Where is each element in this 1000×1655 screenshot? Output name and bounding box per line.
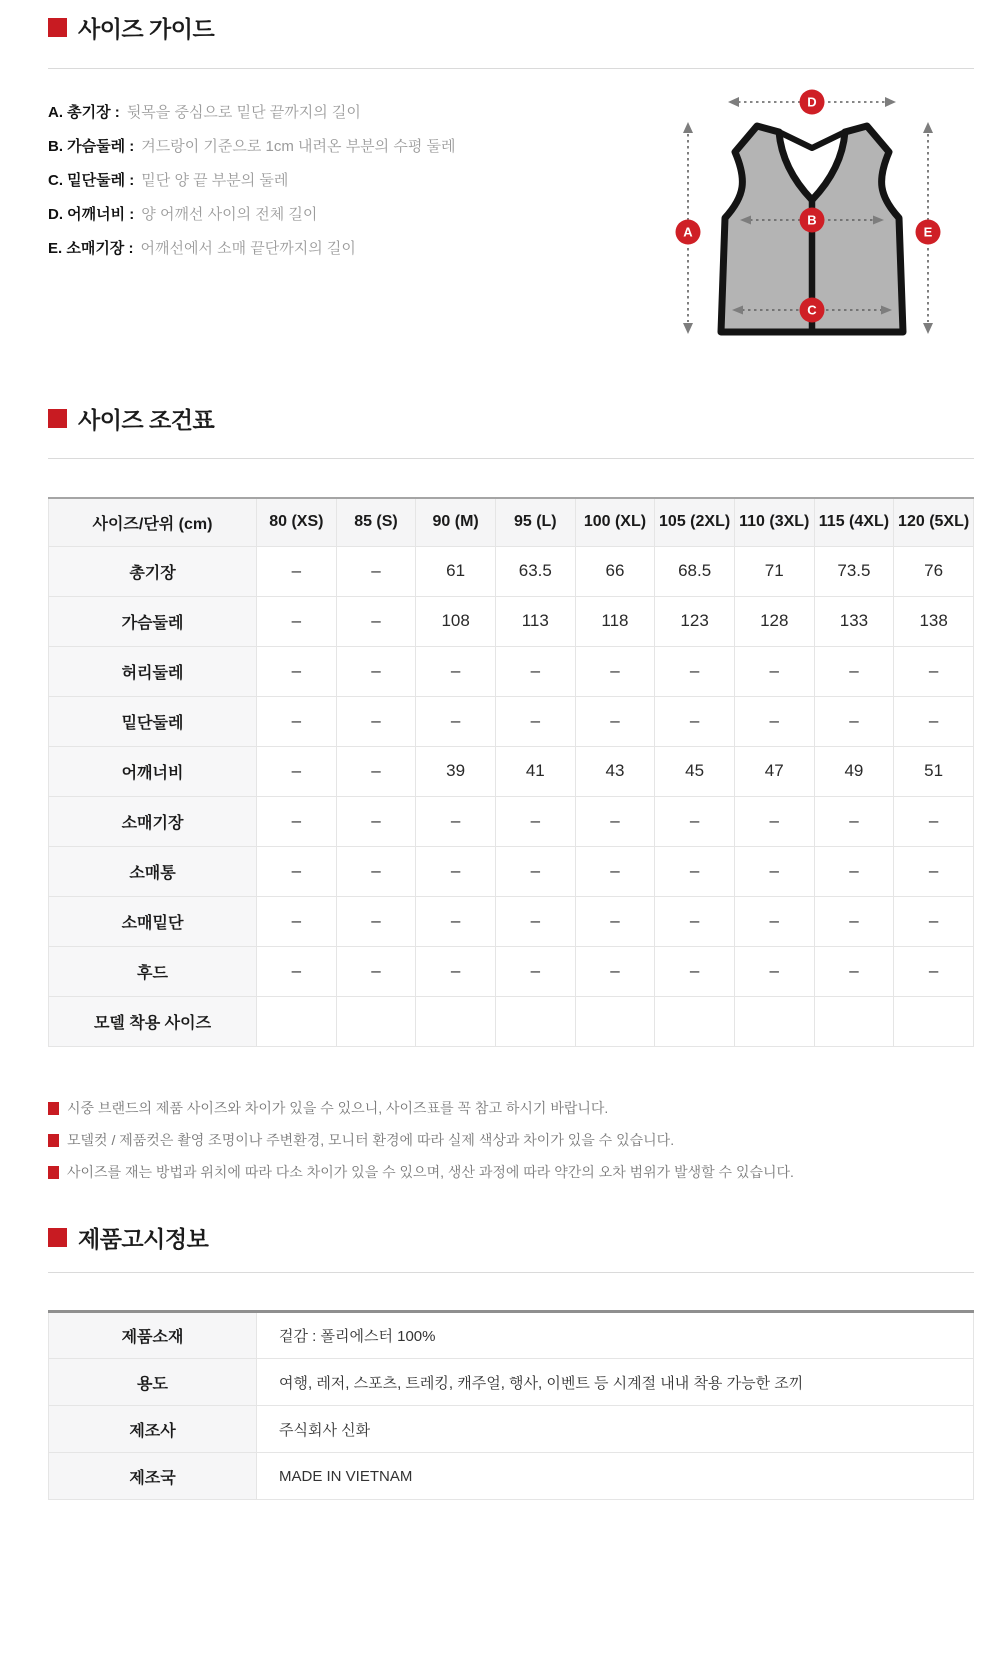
divider — [48, 1272, 974, 1273]
size-value-cell: – — [734, 646, 814, 696]
size-table-row — [49, 596, 974, 646]
measurement-definition — [48, 128, 455, 162]
measurement-definition-desc: 밑단 양 끝 부분의 둘레 — [141, 171, 289, 189]
size-row-label: 모델 착용 사이즈 — [49, 996, 257, 1046]
size-value-cell: – — [416, 846, 496, 896]
size-value-cell: – — [575, 646, 655, 696]
measurement-definition-desc: 어깨선에서 소매 끝단까지의 길이 — [140, 239, 356, 257]
size-table-header-row — [49, 498, 974, 546]
size-value-cell: 45 — [655, 746, 735, 796]
size-value-cell: 51 — [894, 746, 974, 796]
size-value-cell: – — [575, 796, 655, 846]
note-item — [48, 1100, 794, 1117]
size-value-cell: – — [336, 896, 416, 946]
size-column-header: 115 (4XL) — [814, 498, 894, 546]
size-value-cell: 133 — [814, 596, 894, 646]
size-row-label: 밑단둘레 — [49, 696, 257, 746]
measurement-definition — [48, 162, 455, 196]
size-value-cell: – — [257, 846, 337, 896]
size-value-cell: – — [734, 796, 814, 846]
size-value-cell — [416, 996, 496, 1046]
size-value-cell: 76 — [894, 546, 974, 596]
size-value-cell: – — [814, 946, 894, 996]
size-value-cell: – — [655, 846, 735, 896]
product-info-row — [49, 1453, 974, 1500]
size-value-cell: – — [416, 946, 496, 996]
size-value-cell: – — [894, 846, 974, 896]
size-value-cell: – — [734, 696, 814, 746]
size-value-cell: 71 — [734, 546, 814, 596]
size-value-cell: 39 — [416, 746, 496, 796]
size-value-cell: 108 — [416, 596, 496, 646]
size-value-cell: – — [416, 896, 496, 946]
size-value-cell: 123 — [655, 596, 735, 646]
size-value-cell: – — [814, 796, 894, 846]
size-value-cell — [814, 996, 894, 1046]
measurement-definition — [48, 230, 455, 264]
measurement-definition-desc: 겨드랑이 기준으로 1cm 내려온 부분의 수평 둘레 — [141, 137, 456, 155]
size-row-label: 총기장 — [49, 546, 257, 596]
product-info-label: 제조사 — [49, 1406, 257, 1453]
marker-A — [676, 220, 701, 245]
size-table-notes — [48, 1100, 794, 1196]
size-value-cell: 43 — [575, 746, 655, 796]
size-value-cell: – — [257, 896, 337, 946]
section-title-product-info — [48, 1221, 208, 1254]
size-table-row — [49, 846, 974, 896]
product-info-value: MADE IN VIETNAM — [257, 1453, 974, 1500]
measurement-definition — [48, 196, 455, 230]
size-table-row — [49, 896, 974, 946]
svg-text:C: C — [807, 302, 817, 318]
product-info-value: 여행, 레저, 스포츠, 트레킹, 캐주얼, 행사, 이벤트 등 시계절 내내 착용 가능한 조끼 — [257, 1359, 974, 1406]
red-square-bullet-icon — [48, 1102, 59, 1115]
product-info-label: 용도 — [49, 1359, 257, 1406]
divider — [48, 458, 974, 459]
size-row-label: 소매기장 — [49, 796, 257, 846]
size-value-cell: – — [336, 946, 416, 996]
size-value-cell: 61 — [416, 546, 496, 596]
size-table-row — [49, 696, 974, 746]
size-row-label: 어깨너비 — [49, 746, 257, 796]
size-value-cell: – — [336, 696, 416, 746]
size-value-cell: – — [416, 696, 496, 746]
size-column-header: 120 (5XL) — [894, 498, 974, 546]
size-table-row — [49, 646, 974, 696]
size-table-row — [49, 746, 974, 796]
size-value-cell: – — [894, 946, 974, 996]
marker-C — [800, 298, 825, 323]
red-square-bullet-icon — [48, 18, 67, 37]
svg-text:D: D — [807, 94, 817, 110]
measurement-definition-label: D. 어깨너비 : — [48, 205, 135, 223]
size-value-cell: 128 — [734, 596, 814, 646]
divider — [48, 68, 974, 69]
size-value-cell: – — [814, 846, 894, 896]
red-square-bullet-icon — [48, 1134, 59, 1147]
size-value-cell: – — [257, 796, 337, 846]
size-table-row — [49, 796, 974, 846]
section-title-size-guide — [48, 11, 214, 44]
size-value-cell: 49 — [814, 746, 894, 796]
size-value-cell: – — [257, 646, 337, 696]
size-value-cell: – — [495, 696, 575, 746]
size-value-cell: – — [734, 846, 814, 896]
marker-D — [800, 90, 825, 115]
marker-B — [800, 208, 825, 233]
red-square-bullet-icon — [48, 1166, 59, 1179]
size-row-label: 가슴둘레 — [49, 596, 257, 646]
product-info-label: 제조국 — [49, 1453, 257, 1500]
measurement-definition-label: A. 총기장 : — [48, 103, 120, 121]
size-value-cell — [575, 996, 655, 1046]
size-value-cell: – — [416, 646, 496, 696]
size-value-cell: – — [336, 746, 416, 796]
size-value-cell: – — [575, 696, 655, 746]
size-value-cell: – — [336, 846, 416, 896]
size-value-cell: 66 — [575, 546, 655, 596]
size-value-cell: – — [894, 796, 974, 846]
size-value-cell: 63.5 — [495, 546, 575, 596]
size-value-cell: 118 — [575, 596, 655, 646]
size-column-header: 사이즈/단위 (cm) — [49, 498, 257, 546]
note-text: 모델컷 / 제품컷은 촬영 조명이나 주변환경, 모니터 환경에 따라 실제 색상과 차이가 있을 수 있습니다. — [67, 1132, 675, 1148]
size-value-cell: – — [734, 896, 814, 946]
size-row-label: 후드 — [49, 946, 257, 996]
size-value-cell: – — [655, 646, 735, 696]
size-spec-table — [48, 497, 974, 1047]
svg-text:B: B — [807, 212, 817, 228]
note-item — [48, 1132, 794, 1149]
product-info-table — [48, 1310, 974, 1500]
size-value-cell: – — [495, 846, 575, 896]
size-table-row — [49, 996, 974, 1046]
size-value-cell: 73.5 — [814, 546, 894, 596]
size-value-cell — [894, 996, 974, 1046]
size-column-header: 95 (L) — [495, 498, 575, 546]
product-info-value: 주식회사 신화 — [257, 1406, 974, 1453]
size-value-cell: 113 — [495, 596, 575, 646]
marker-E — [916, 220, 941, 245]
size-row-label: 허리둘레 — [49, 646, 257, 696]
size-value-cell: – — [655, 796, 735, 846]
measurement-definition-desc: 뒷목을 중심으로 밑단 끝까지의 길이 — [126, 103, 361, 121]
size-value-cell: – — [257, 596, 337, 646]
product-info-row — [49, 1359, 974, 1406]
size-column-header: 85 (S) — [336, 498, 416, 546]
size-value-cell: – — [495, 946, 575, 996]
note-item — [48, 1164, 794, 1181]
size-value-cell: 47 — [734, 746, 814, 796]
size-value-cell: – — [257, 546, 337, 596]
measurement-definition-label: E. 소매기장 : — [48, 239, 134, 257]
size-value-cell: – — [257, 746, 337, 796]
size-table-row — [49, 546, 974, 596]
product-info-row — [49, 1406, 974, 1453]
measurement-definition-label: C. 밑단둘레 : — [48, 171, 135, 189]
measurement-definition-label: B. 가슴둘레 : — [48, 137, 135, 155]
size-value-cell — [734, 996, 814, 1046]
size-value-cell: – — [495, 646, 575, 696]
section-title-text: 사이즈 가이드 — [78, 16, 215, 42]
red-square-bullet-icon — [48, 409, 67, 428]
size-value-cell: – — [575, 846, 655, 896]
size-value-cell: 138 — [894, 596, 974, 646]
svg-text:E: E — [923, 224, 933, 240]
measurement-definitions — [48, 94, 455, 264]
size-value-cell: – — [814, 896, 894, 946]
size-value-cell — [336, 996, 416, 1046]
size-value-cell: – — [575, 896, 655, 946]
size-value-cell: – — [814, 646, 894, 696]
size-value-cell: – — [894, 896, 974, 946]
size-value-cell: – — [495, 796, 575, 846]
size-value-cell: – — [416, 796, 496, 846]
size-value-cell: – — [894, 696, 974, 746]
size-value-cell: – — [495, 896, 575, 946]
size-value-cell: – — [257, 946, 337, 996]
section-title-text: 사이즈 조건표 — [78, 407, 215, 433]
size-value-cell — [655, 996, 735, 1046]
size-column-header: 105 (2XL) — [655, 498, 735, 546]
note-text: 사이즈를 재는 방법과 위치에 따라 다소 차이가 있을 수 있으며, 생산 과정에 따라 약간의 오차 범위가 발생할 수 있습니다. — [67, 1164, 794, 1180]
size-column-header: 110 (3XL) — [734, 498, 814, 546]
size-row-label: 소매통 — [49, 846, 257, 896]
product-info-label: 제품소재 — [49, 1312, 257, 1359]
size-value-cell: – — [575, 946, 655, 996]
size-row-label: 소매밑단 — [49, 896, 257, 946]
size-value-cell: – — [655, 946, 735, 996]
measurement-definition — [48, 94, 455, 128]
size-value-cell — [257, 996, 337, 1046]
size-value-cell: – — [336, 546, 416, 596]
size-column-header: 80 (XS) — [257, 498, 337, 546]
measurement-definition-desc: 양 어깨선 사이의 전체 길이 — [141, 205, 318, 223]
size-value-cell: 41 — [495, 746, 575, 796]
product-info-row — [49, 1312, 974, 1359]
section-title-size-table — [48, 402, 214, 435]
size-column-header: 100 (XL) — [575, 498, 655, 546]
size-value-cell — [495, 996, 575, 1046]
size-value-cell: – — [734, 946, 814, 996]
size-value-cell: – — [336, 596, 416, 646]
product-info-value: 겉감 : 폴리에스터 100% — [257, 1312, 974, 1359]
size-column-header: 90 (M) — [416, 498, 496, 546]
size-value-cell: – — [655, 696, 735, 746]
size-value-cell: – — [894, 646, 974, 696]
size-value-cell: – — [336, 796, 416, 846]
size-table-row — [49, 946, 974, 996]
red-square-bullet-icon — [48, 1228, 67, 1247]
size-value-cell: – — [336, 646, 416, 696]
note-text: 시중 브랜드의 제품 사이즈와 차이가 있을 수 있으니, 사이즈표를 꼭 참고 하시기 바랍니다. — [67, 1100, 609, 1116]
size-value-cell: 68.5 — [655, 546, 735, 596]
size-value-cell: – — [655, 896, 735, 946]
size-value-cell: – — [257, 696, 337, 746]
size-value-cell: – — [814, 696, 894, 746]
section-title-text: 제품고시정보 — [78, 1226, 209, 1252]
svg-text:A: A — [683, 224, 693, 240]
vest-measurement-diagram — [650, 82, 950, 338]
